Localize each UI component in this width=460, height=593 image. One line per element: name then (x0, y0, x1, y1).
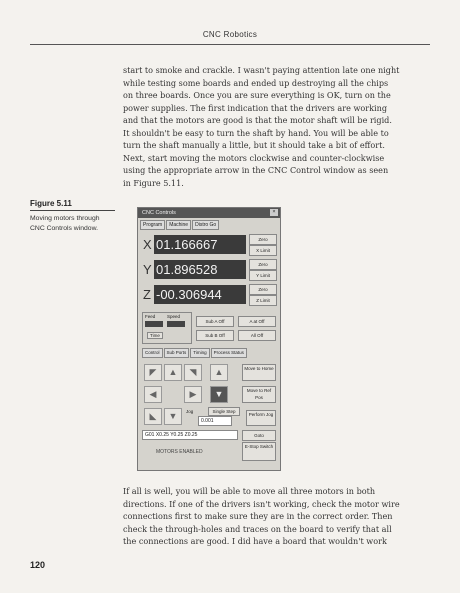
y-limit-button[interactable]: Y Limit (249, 270, 277, 281)
arrow-left-icon[interactable]: ◀ (144, 386, 162, 403)
x-axis-row (142, 233, 278, 257)
jog-label: Jog (186, 409, 194, 414)
text-line: on three boards. Once you are sure everything is OK, turn on the (123, 90, 391, 100)
tab-distro[interactable]: Distro Go (192, 220, 219, 230)
text-line: the connections are good. I did have a board that wouldn't work (123, 536, 387, 546)
arrow-up-right-icon[interactable]: ◥ (184, 364, 202, 381)
single-step-button[interactable]: Single Step (208, 407, 240, 416)
e-stop-button[interactable]: E-Stop Switch (242, 442, 276, 461)
top-tabs (140, 220, 220, 230)
text-line: directions. If one of the drivers isn't working, check the motor wire (123, 498, 400, 509)
body-paragraph-1 (123, 64, 413, 189)
arrow-up-icon[interactable]: ▲ (164, 364, 182, 381)
command-input[interactable]: G01 X0.25 Y0.25 Z0.25 (142, 430, 238, 440)
tab-timing[interactable]: Timing (190, 348, 209, 358)
tab-sub-ports[interactable]: Sub Ports (164, 348, 190, 358)
axis-label-z: Z (143, 287, 151, 302)
zero-z-button[interactable]: Zero (249, 284, 277, 295)
move-to-home-button[interactable]: Move to Home (242, 364, 276, 381)
tab-process-status[interactable]: Process Status (211, 348, 247, 358)
sub-a-off-button[interactable]: Sub A Off (196, 316, 234, 327)
feed-field[interactable] (145, 321, 163, 327)
goto-button[interactable]: Goto (242, 430, 276, 441)
status-text: MOTORS ENABLED (156, 449, 203, 455)
text-line: check the through-holes and traces on the board to verify that all (123, 523, 392, 534)
y-axis-row (142, 258, 278, 282)
perform-jog-button[interactable]: Perform Jog (246, 410, 276, 426)
close-icon[interactable]: × (270, 209, 278, 216)
tab-machine[interactable]: Machine (166, 220, 191, 230)
tab-program[interactable]: Program (140, 220, 165, 230)
running-header: CNC Robotics (202, 30, 258, 39)
text-line: start to smoke and crackle. I wasn't paying attention late one night (123, 65, 400, 75)
zero-x-button[interactable]: Zero (249, 234, 277, 245)
text-line: connections first to make sure they are in the correct order. Then (123, 511, 393, 521)
tab-control[interactable]: Control (142, 348, 163, 358)
cnc-controls-window (137, 207, 281, 471)
figure-caption: Moving motors through CNC Controls window. (30, 215, 100, 232)
arrow-right-icon[interactable]: ▶ (184, 386, 202, 403)
all-off-button[interactable]: All Off (238, 330, 276, 341)
header-rule (30, 44, 430, 45)
text-line: in Figure 5.11. (123, 177, 184, 188)
page-number: 120 (30, 560, 46, 570)
figure-label: Figure 5.11 (30, 199, 72, 208)
window-title: CNC Controls (142, 210, 176, 216)
z-position-display: -00.306944 (154, 285, 246, 304)
z-up-arrow-icon[interactable]: ▲ (210, 364, 228, 381)
sub-b-off-button[interactable]: Sub B Off (196, 330, 234, 341)
axis-label-y: Y (143, 262, 152, 277)
speed-field[interactable] (167, 321, 185, 327)
step-size-field[interactable]: 0.001 (198, 416, 232, 426)
feed-label: Feed (145, 314, 156, 319)
arrow-down-icon[interactable]: ▼ (164, 408, 182, 425)
text-line: If all is well, you will be able to move all three motors in both (123, 486, 376, 496)
z-down-arrow-icon[interactable]: ▼ (210, 386, 228, 403)
axis-label-x: X (143, 237, 152, 252)
text-line: turn the shaft manually a little, but it should take a bit of effort. (123, 140, 385, 150)
body-paragraph-2 (123, 485, 413, 548)
text-line: power supplies. The first indication that the drivers are working (123, 102, 388, 113)
text-line: It shouldn't be easy to turn the shaft by hand. You will be able to (123, 127, 389, 138)
time-field[interactable]: Time (147, 332, 163, 339)
text-line: Next, start moving the motors clockwise and counter-clockwise (123, 152, 385, 163)
speed-label: Speed (167, 314, 181, 319)
x-limit-button[interactable]: X Limit (249, 245, 277, 256)
z-limit-button[interactable]: Z Limit (249, 295, 277, 306)
text-line: using the appropriate arrow in the CNC Control window as seen (123, 165, 389, 175)
a-at-off-button[interactable]: A at Off (238, 316, 276, 327)
zero-y-button[interactable]: Zero (249, 259, 277, 270)
x-position-display: 01.166667 (154, 235, 246, 254)
text-line: and that the motors are good is that the motor shaft will be rigid. (123, 115, 392, 125)
window-titlebar (138, 208, 280, 218)
figure-rule (30, 210, 115, 211)
text-line: while testing some boards and ended up destroying all the chips (123, 77, 389, 88)
feed-speed-group (142, 312, 192, 344)
z-axis-row (142, 283, 278, 307)
arrow-down-left-icon[interactable]: ◣ (144, 408, 162, 425)
y-position-display: 01.896528 (154, 260, 246, 279)
move-to-ref-button[interactable]: Move to Ref Pos (242, 386, 276, 403)
control-subtabs (142, 348, 248, 358)
arrow-up-left-icon[interactable]: ◤ (144, 364, 162, 381)
